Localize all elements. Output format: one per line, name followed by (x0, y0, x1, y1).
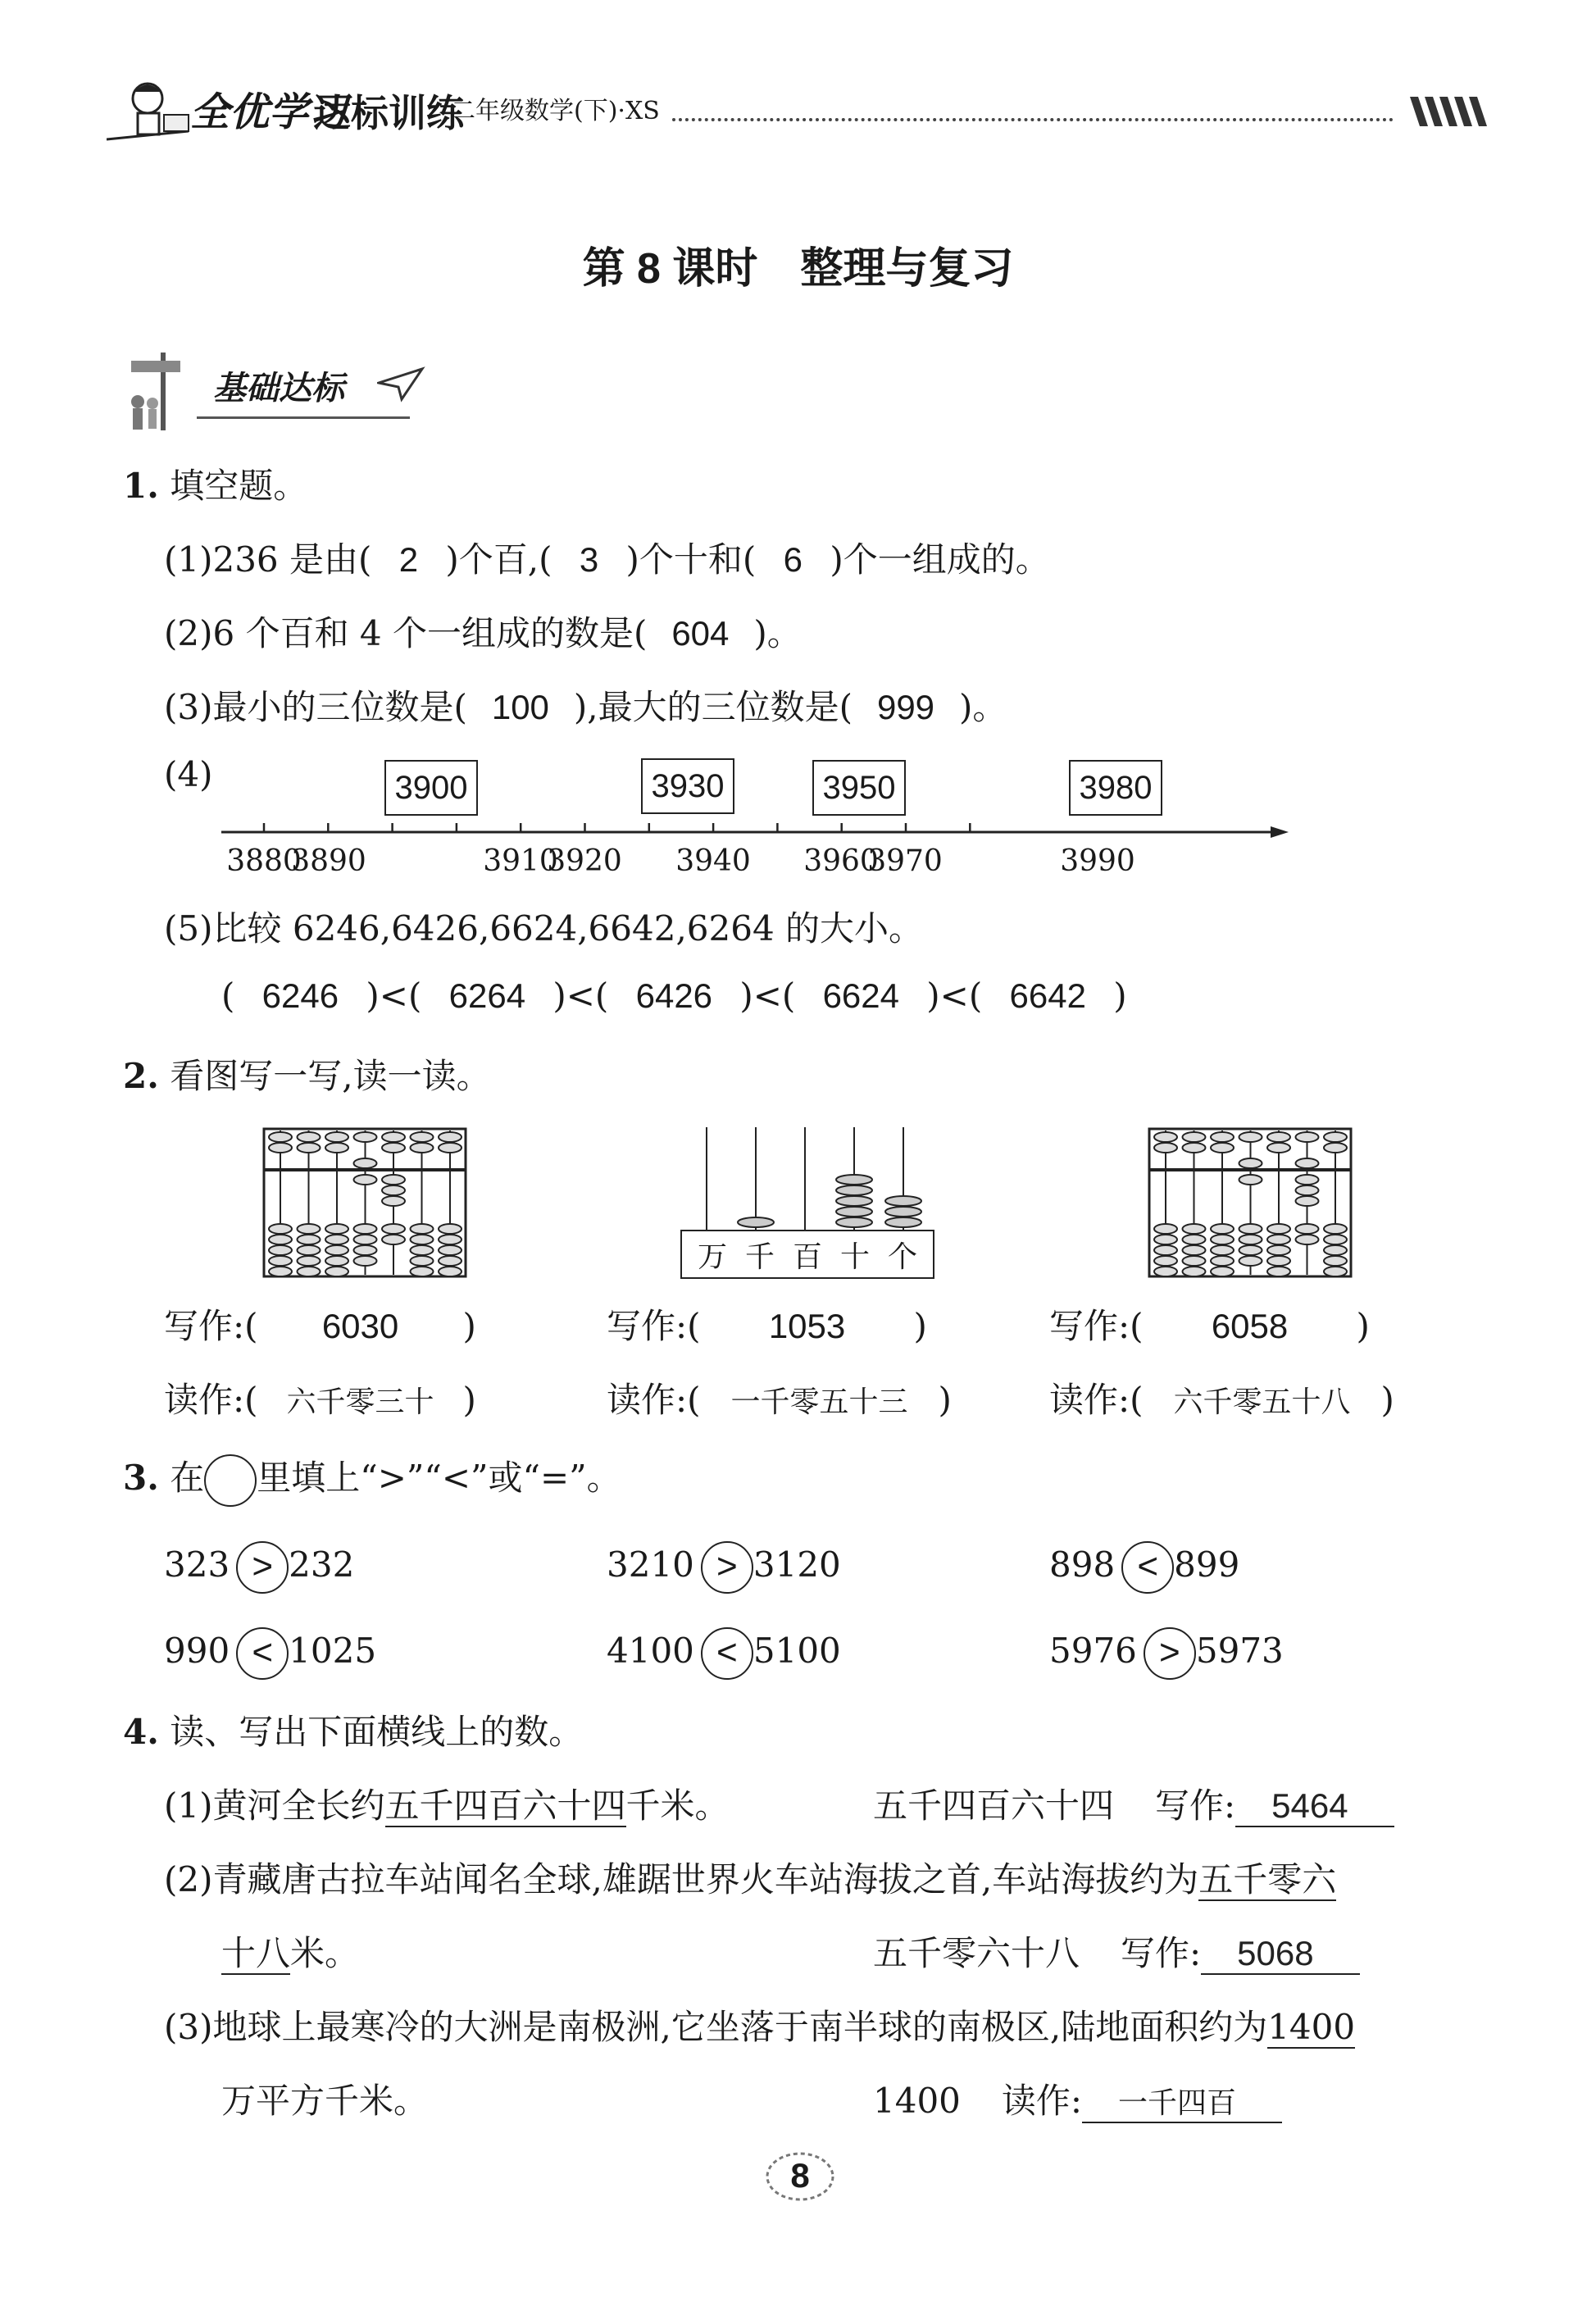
abacus-bead (325, 1143, 348, 1153)
abacus-bead (1211, 1267, 1234, 1276)
place-value-labels (689, 1234, 926, 1276)
abacus-bead (439, 1267, 462, 1276)
abacus-bead (1154, 1132, 1177, 1142)
abacus-bead (1154, 1256, 1177, 1266)
compare-left: 898 (1049, 1544, 1116, 1585)
q1p1-answer-1[interactable]: 2 (398, 540, 419, 579)
abacus-bead (382, 1185, 405, 1195)
number-line-box-4[interactable]: 3980 (1069, 760, 1162, 816)
q2-read-2: 读作:( 一千零五十三 ) (607, 1380, 952, 1420)
q4p3-underlined: 1400 (1267, 2007, 1356, 2047)
page-number: 8 (790, 2156, 810, 2195)
tick-label: 3890 (291, 844, 366, 878)
abacus-bead (439, 1256, 462, 1266)
tick-label: 3920 (547, 844, 622, 878)
q1p5-answer-2[interactable]: 6264 (448, 976, 526, 1015)
page-header (98, 66, 1492, 156)
q4p1-word: 五千四百六十四 (873, 1786, 1115, 1826)
number-line-box-2[interactable]: 3930 (641, 758, 734, 814)
q2-read-answer-1[interactable]: 六千零三十 (286, 1385, 434, 1418)
compare-item-6 (1049, 1627, 1284, 1680)
abacus-bead (1211, 1132, 1234, 1142)
abacus-bead (1239, 1132, 1262, 1142)
counter-bead (885, 1196, 921, 1206)
abacus-bead (411, 1143, 434, 1153)
compare-sign-2[interactable]: > (701, 1541, 753, 1594)
q4p1-text-b: 千米。 (625, 1786, 730, 1826)
counter-bead (738, 1217, 774, 1227)
q1-prompt: 填空题。 (170, 466, 308, 506)
write-label: 写作:( (1049, 1306, 1144, 1346)
abacus-bead (382, 1132, 405, 1142)
q4-part1-answer (873, 1779, 1394, 1828)
compare-left: 4100 (607, 1631, 694, 1671)
q4-part3-line1 (164, 2000, 1355, 2049)
counting-frame-2 (680, 1127, 934, 1279)
section-banner (123, 353, 434, 434)
q2-heading (123, 1049, 491, 1099)
counter-bead (885, 1217, 921, 1227)
abacus-bead (411, 1245, 434, 1255)
q2-read-1: 读作:( 六千零三十 ) (164, 1380, 476, 1420)
tick-label: 3910 (483, 844, 558, 878)
tick-label: 3960 (803, 844, 879, 878)
abacus-bead (1211, 1245, 1234, 1255)
abacus-bead (411, 1256, 434, 1266)
abacus-bead (439, 1224, 462, 1234)
abacus-bead (354, 1175, 377, 1185)
counter-bead (836, 1207, 872, 1217)
abacus-1 (262, 1127, 467, 1279)
read-label: 读作:( (1049, 1380, 1144, 1420)
abacus-bead (1183, 1245, 1206, 1255)
q4p3-text-a: (3)地球上最寒冷的大洲是南极洲,它坐落于南半球的南极区,陆地面积约为 (164, 2007, 1268, 2047)
q1p5-answer-4[interactable]: 6624 (822, 976, 900, 1015)
abacus-bead (298, 1132, 321, 1142)
q4p3-word: 1400 (873, 2081, 961, 2121)
abacus-bead (1239, 1245, 1262, 1255)
abacus-bead (269, 1235, 292, 1244)
q1p1-answer-2[interactable]: 3 (579, 540, 599, 579)
abacus-bead (354, 1158, 377, 1168)
q2-read-answer-3[interactable]: 六千零五十八 (1173, 1385, 1351, 1418)
compare-sign-1[interactable]: > (236, 1541, 289, 1594)
abacus-bead (325, 1224, 348, 1234)
q4p2-text-a: (2)青藏唐古拉车站闻名全球,雄踞世界火车站海拔之首,车站海拔约为 (164, 1859, 1199, 1899)
abacus-bead (439, 1245, 462, 1255)
abacus-bead (1154, 1267, 1177, 1276)
q4-part2-answer (873, 1927, 1360, 1976)
abacus-bead (1267, 1224, 1290, 1234)
abacus-bead (269, 1267, 292, 1276)
abacus-bead (269, 1245, 292, 1255)
place-label-bai: 百 (792, 1240, 822, 1274)
q4p2-underlined-b: 十八 (221, 1933, 291, 1973)
abacus-bead (269, 1132, 292, 1142)
abacus-bead (1239, 1158, 1262, 1168)
tick-label: 3970 (867, 844, 943, 878)
read-label: 读作:( (164, 1380, 258, 1420)
counter-bead (885, 1207, 921, 1217)
abacus-bead (1267, 1256, 1290, 1266)
q3-prompt-pre: 在 (170, 1458, 205, 1498)
abacus-bead (298, 1224, 321, 1234)
abacus-bead (439, 1235, 462, 1244)
q3-number: 3. (123, 1458, 159, 1498)
abacus-bead (1296, 1132, 1319, 1142)
q2-write-1: 写作:( 6030 ) (164, 1306, 476, 1346)
abacus-bead (1324, 1256, 1347, 1266)
compare-item-4 (164, 1627, 376, 1680)
abacus-bead (1183, 1235, 1206, 1244)
q4-part3-answer (873, 2074, 1282, 2123)
abacus-bead (298, 1245, 321, 1255)
read-label: 读作: (1001, 2081, 1083, 2121)
compare-right: 899 (1174, 1544, 1240, 1585)
abacus-bead (382, 1175, 405, 1185)
tick-label: 3880 (226, 844, 302, 878)
abacus-bead (325, 1267, 348, 1276)
counter-bead (836, 1185, 872, 1195)
place-label-qian: 千 (744, 1240, 775, 1274)
abacus-bead (1296, 1224, 1319, 1234)
abacus-bead (1296, 1185, 1319, 1195)
compare-left: 990 (164, 1631, 230, 1671)
q1p5-answer-3[interactable]: 6426 (635, 976, 713, 1015)
number-line-box-1[interactable]: 3900 (384, 760, 478, 816)
abacus-bead (439, 1132, 462, 1142)
counter-bead (836, 1196, 872, 1206)
compare-left: 323 (164, 1544, 230, 1585)
header-stripes-icon (1410, 97, 1500, 130)
q3-heading (123, 1451, 621, 1507)
abacus-bead (1211, 1256, 1234, 1266)
q1p4-label: (4) (164, 754, 213, 794)
abacus-bead (382, 1224, 405, 1234)
compare-item-3 (1049, 1541, 1239, 1594)
q1p1-text-d: )个一组成的。 (830, 539, 1050, 580)
compare-right: 1025 (289, 1631, 377, 1671)
q1p1-text-c: )个十和( (625, 539, 757, 580)
tick-label: 3990 (1060, 844, 1135, 878)
q1p3-text-c: )。 (959, 687, 1007, 727)
q1-number: 1. (123, 466, 159, 506)
read-label: 读作:( (607, 1380, 701, 1420)
q1p1-text-b: )个百,( (445, 539, 552, 580)
q4-prompt: 读、写出下面横线上的数。 (170, 1712, 584, 1752)
signpost-icon (123, 353, 189, 434)
abacus-bead (1324, 1224, 1347, 1234)
compare-item-2 (607, 1541, 841, 1594)
subject-label: 二年级数学(下)·XS (451, 97, 660, 125)
q2-prompt: 看图写一写,读一读。 (170, 1056, 491, 1096)
place-label-ge: 个 (887, 1240, 917, 1274)
q4-part1 (164, 1779, 730, 1828)
abacus-bead (325, 1132, 348, 1142)
q2-write-answer-2[interactable]: 1053 (768, 1307, 846, 1345)
q1p1-answer-3[interactable]: 6 (783, 540, 803, 579)
abacus-bead (1211, 1143, 1234, 1153)
abacus-3 (1148, 1127, 1353, 1279)
q1p3-text-b: ),最大的三位数是( (573, 687, 853, 727)
abacus-bead (1267, 1143, 1290, 1153)
q4p3-answer[interactable]: 一千四百 (1082, 2080, 1282, 2123)
q1p5-order: ( 6246 )<( 6264 )<( 6426 )<( 6624 )<( 6642 ) (221, 976, 1127, 1016)
abacus-bead (411, 1132, 434, 1142)
abacus-bead (298, 1267, 321, 1276)
abacus-bead (269, 1224, 292, 1234)
q1p3-answer-2[interactable]: 999 (876, 688, 935, 726)
abacus-bead (1211, 1235, 1234, 1244)
q4p1-underlined: 五千四百六十四 (384, 1786, 626, 1826)
q1p5-answer-1[interactable]: 6246 (261, 976, 339, 1015)
q4p1-text-a: (1)黄河全长约 (164, 1786, 385, 1826)
q4p1-answer[interactable]: 5464 (1235, 1786, 1394, 1827)
mascot-icon (107, 74, 197, 148)
abacus-bead (1324, 1235, 1347, 1244)
blank-circle-icon (204, 1454, 257, 1507)
abacus-bead (1296, 1158, 1319, 1168)
abacus-bead (439, 1143, 462, 1153)
write-label: 写作: (1155, 1786, 1236, 1826)
abacus-bead (325, 1256, 348, 1266)
abacus-bead (1154, 1224, 1177, 1234)
compare-right: 232 (289, 1544, 355, 1585)
q1p5-prompt: (5)比较 6246,6426,6624,6642,6264 的大小。 (164, 908, 924, 949)
q2-write-2: 写作:( 1053 ) (607, 1306, 927, 1346)
q4p2-text-b: 米。 (290, 1933, 360, 1973)
q1p2-text-b: )。 (753, 613, 802, 653)
abacus-bead (1183, 1267, 1206, 1276)
abacus-bead (1267, 1267, 1290, 1276)
abacus-bead (354, 1132, 377, 1142)
abacus-bead (1211, 1224, 1234, 1234)
abacus-bead (1324, 1245, 1347, 1255)
abacus-bead (411, 1224, 434, 1234)
abacus-bead (325, 1235, 348, 1244)
abacus-bead (1183, 1143, 1206, 1153)
q4-part2-line2 (221, 1927, 359, 1976)
q2-read-3: 读作:( 六千零五十八 ) (1049, 1380, 1394, 1420)
compare-item-5 (607, 1627, 841, 1680)
q2-write-answer-3[interactable]: 6058 (1211, 1307, 1289, 1345)
place-label-wan: 万 (697, 1240, 727, 1274)
write-label: 写作: (1121, 1933, 1202, 1973)
q1p2-text-a: (2)6 个百和 4 个一组成的数是( (164, 613, 648, 653)
abacus-bead (1267, 1235, 1290, 1244)
compare-sign-6[interactable]: > (1144, 1627, 1196, 1680)
compare-sign-5[interactable]: < (701, 1627, 753, 1680)
abacus-bead (298, 1256, 321, 1266)
q4-part2-line1 (164, 1853, 1336, 1902)
q1p1-text-a: (1)236 是由( (164, 539, 372, 580)
abacus-bead (354, 1256, 377, 1266)
q2-read-answer-2[interactable]: 一千零五十三 (730, 1385, 908, 1418)
compare-sign-3[interactable]: < (1121, 1541, 1174, 1594)
abacus-bead (269, 1143, 292, 1153)
abacus-bead (1183, 1256, 1206, 1266)
q2-write-3: 写作:( 6058 ) (1049, 1306, 1370, 1346)
q4-part3-line2: 万平方千米。 (221, 2081, 429, 2121)
compare-sign-4[interactable]: < (236, 1627, 289, 1680)
abacus-bead (1324, 1143, 1347, 1153)
q1-part3 (164, 680, 1007, 730)
abacus-bead (1154, 1143, 1177, 1153)
q1p5-answer-5[interactable]: 6642 (1009, 976, 1086, 1015)
section-label: 基础达标 (213, 369, 344, 407)
abacus-bead (1239, 1256, 1262, 1266)
q4-number: 4. (123, 1712, 159, 1752)
abacus-bead (354, 1245, 377, 1255)
section-underline (197, 416, 410, 419)
abacus-bead (1267, 1132, 1290, 1142)
counter-bead (836, 1175, 872, 1185)
abacus-bead (411, 1235, 434, 1244)
q1p3-text-a: (3)最小的三位数是( (164, 687, 467, 727)
write-label: 写作:( (607, 1306, 701, 1346)
compare-item-1 (164, 1541, 354, 1594)
abacus-bead (1296, 1235, 1319, 1244)
abacus-bead (382, 1143, 405, 1153)
q4-heading (123, 1705, 583, 1754)
number-line (213, 754, 1295, 894)
q4p2-answer[interactable]: 5068 (1201, 1934, 1360, 1975)
abacus-bead (354, 1224, 377, 1234)
write-label: 写作:( (164, 1306, 258, 1346)
abacus-bead (298, 1235, 321, 1244)
compare-right: 5100 (753, 1631, 841, 1671)
abacus-bead (1324, 1132, 1347, 1142)
abacus-bead (1239, 1224, 1262, 1234)
q4p2-word: 五千零六十八 (873, 1933, 1080, 1973)
abacus-bead (1154, 1245, 1177, 1255)
q2-number: 2. (123, 1056, 159, 1096)
abacus-bead (1296, 1175, 1319, 1185)
q3-prompt-post: 里填上“>”“<”或“=”。 (257, 1458, 621, 1498)
abacus-bead (1239, 1235, 1262, 1244)
q1-part1 (164, 533, 1050, 582)
header-dotted-line (672, 118, 1394, 121)
compare-left: 3210 (607, 1544, 694, 1585)
paper-plane-icon (377, 362, 426, 403)
counter-bead (836, 1217, 872, 1227)
abacus-bead (411, 1267, 434, 1276)
abacus-bead (1154, 1235, 1177, 1244)
abacus-bead (354, 1235, 377, 1244)
abacus-bead (269, 1256, 292, 1266)
number-line-box-3[interactable]: 3950 (812, 760, 906, 816)
abacus-bead (382, 1196, 405, 1206)
series-name: 达标训练 (313, 91, 464, 135)
abacus-bead (1324, 1267, 1347, 1276)
lesson-title: 第 8 课时 整理与复习 (582, 245, 1014, 293)
q1p3-answer-1[interactable]: 100 (491, 688, 549, 726)
compare-right: 5973 (1195, 1631, 1284, 1671)
tick-label: 3940 (675, 844, 751, 878)
q1-heading (123, 459, 307, 508)
q1p2-answer[interactable]: 604 (671, 614, 730, 653)
abacus-bead (325, 1245, 348, 1255)
q2-write-answer-1[interactable]: 6030 (321, 1307, 399, 1345)
compare-left: 5976 (1049, 1631, 1137, 1671)
abacus-bead (1267, 1245, 1290, 1255)
abacus-bead (1183, 1132, 1206, 1142)
q4p2-underlined-a: 五千零六 (1198, 1859, 1337, 1899)
compare-right: 3120 (753, 1544, 841, 1585)
abacus-bead (382, 1235, 405, 1244)
place-label-shi: 十 (839, 1240, 870, 1274)
brand-name: 全优学习 (190, 89, 348, 135)
abacus-bead (1183, 1224, 1206, 1234)
abacus-bead (1296, 1196, 1319, 1206)
abacus-bead (1239, 1175, 1262, 1185)
q1-part2 (164, 607, 802, 656)
abacus-bead (298, 1143, 321, 1153)
